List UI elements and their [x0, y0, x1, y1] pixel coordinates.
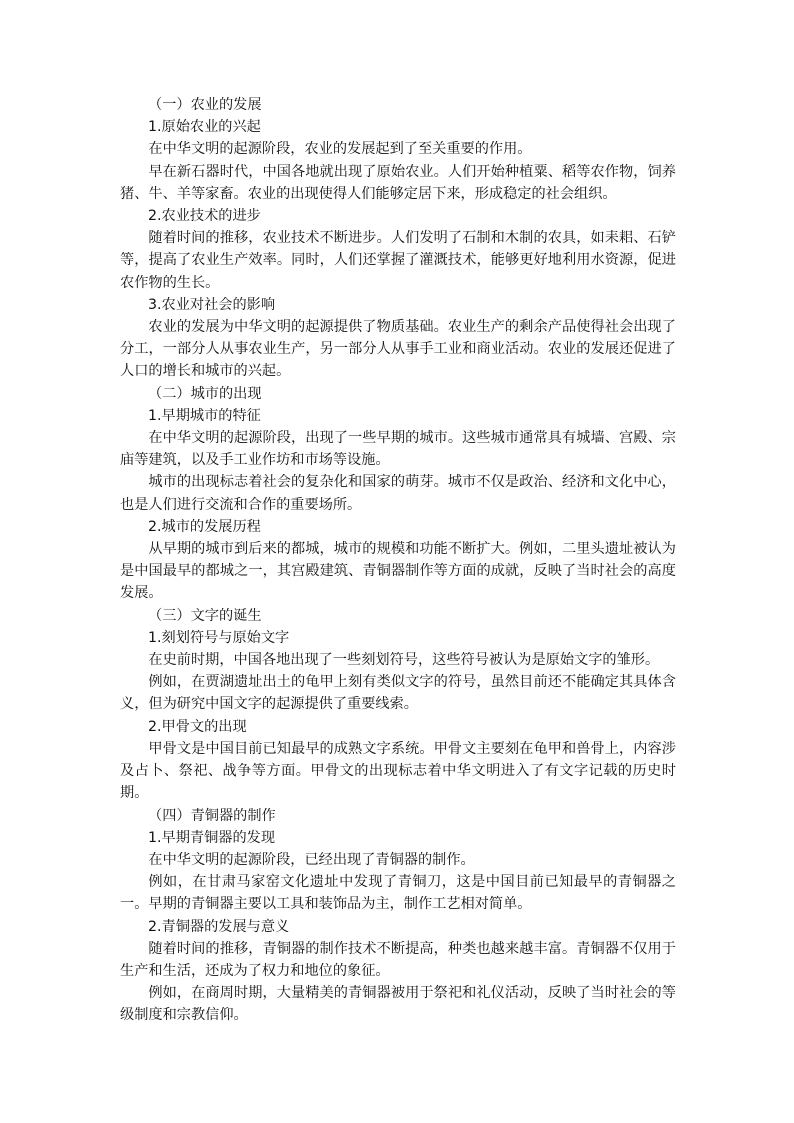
paragraph: 在中华文明的起源阶段，出现了一些早期的城市。这些城市通常具有城墙、宫殿、宗庙等建筑，以及手工业作坊和市场等设施。 — [120, 430, 676, 469]
paragraph: 随着时间的推移，农业技术不断进步。人们发明了石制和木制的农具，如耒耜、石铲等，提高了农业生产效率。同时，人们还掌握了灌溉技术，能够更好地利用水资源，促进农作物的生长。 — [120, 230, 676, 291]
paragraph: 早在新石器时代，中国各地就出现了原始农业。人们开始种植粟、稻等农作物，饲养猪、牛、羊等家畜。农业的出现使得人们能够定居下来，形成稳定的社会组织。 — [120, 163, 676, 202]
paragraph: 在中华文明的起源阶段，已经出现了青铜器的制作。 — [148, 851, 475, 868]
section-heading: （三）文字的诞生 — [148, 607, 262, 624]
paragraph: 例如，在甘肃马家窑文化遗址中发现了青铜刀，这是中国目前已知最早的青铜器之一。早期的青铜器主要以工具和装饰品为主，制作工艺相对简单。 — [120, 874, 676, 913]
subsection-heading: 1.原始农业的兴起 — [148, 119, 261, 136]
subsection-heading: 1.早期城市的特征 — [148, 407, 261, 424]
subsection-heading: 1.刻划符号与原始文字 — [148, 629, 290, 646]
paragraph: 农业的发展为中华文明的起源提供了物质基础。农业生产的剩余产品使得社会出现了分工，一部分人从事农业生产，另一部分人从事手工业和商业活动。农业的发展还促进了人口的增长和城市的兴起。 — [120, 319, 676, 380]
paragraph: 例如，在商周时期，大量精美的青铜器被用于祭祀和礼仪活动，反映了当时社会的等级制度和宗教信仰。 — [120, 985, 676, 1024]
section-heading: （二）城市的出现 — [148, 385, 262, 402]
document-body — [120, 94, 676, 1027]
paragraph: 在中华文明的起源阶段，农业的发展起到了至关重要的作用。 — [148, 141, 532, 158]
subsection-heading: 2.青铜器的发展与意义 — [148, 918, 290, 935]
paragraph: 随着时间的推移，青铜器的制作技术不断提高，种类也越来越丰富。青铜器不仅用于生产和生活，还成为了权力和地位的象征。 — [120, 940, 676, 979]
subsection-heading: 1.早期青铜器的发现 — [148, 829, 276, 846]
subsection-heading: 2.甲骨文的出现 — [148, 718, 247, 735]
paragraph: 城市的出现标志着社会的复杂化和国家的萌芽。城市不仅是政治、经济和文化中心，也是人们进行交流和合作的重要场所。 — [120, 474, 676, 513]
paragraph: 例如，在贾湖遗址出土的龟甲上刻有类似文字的符号，虽然目前还不能确定其具体含义，但为研究中国文字的起源提供了重要线索。 — [120, 674, 676, 713]
section-heading: （四）青铜器的制作 — [148, 807, 276, 824]
paragraph: 甲骨文是中国目前已知最早的成熟文字系统。甲骨文主要刻在龟甲和兽骨上，内容涉及占卜、祭祀、战争等方面。甲骨文的出现标志着中华文明进入了有文字记载的历史时期。 — [120, 740, 676, 802]
paragraph: 在史前时期，中国各地出现了一些刻划符号，这些符号被认为是原始文字的雏形。 — [148, 652, 660, 669]
section-heading: （一）农业的发展 — [148, 97, 262, 113]
paragraph: 从早期的城市到后来的都城，城市的规模和功能不断扩大。例如，二里头遗址被认为是中国最早的都城之一，其宫殿建筑、青铜器制作等方面的成就，反映了当时社会的高度发展。 — [120, 541, 676, 602]
subsection-heading: 2.农业技术的进步 — [148, 208, 261, 225]
subsection-heading: 3.农业对社会的影响 — [148, 296, 276, 313]
subsection-heading: 2.城市的发展历程 — [148, 518, 261, 535]
